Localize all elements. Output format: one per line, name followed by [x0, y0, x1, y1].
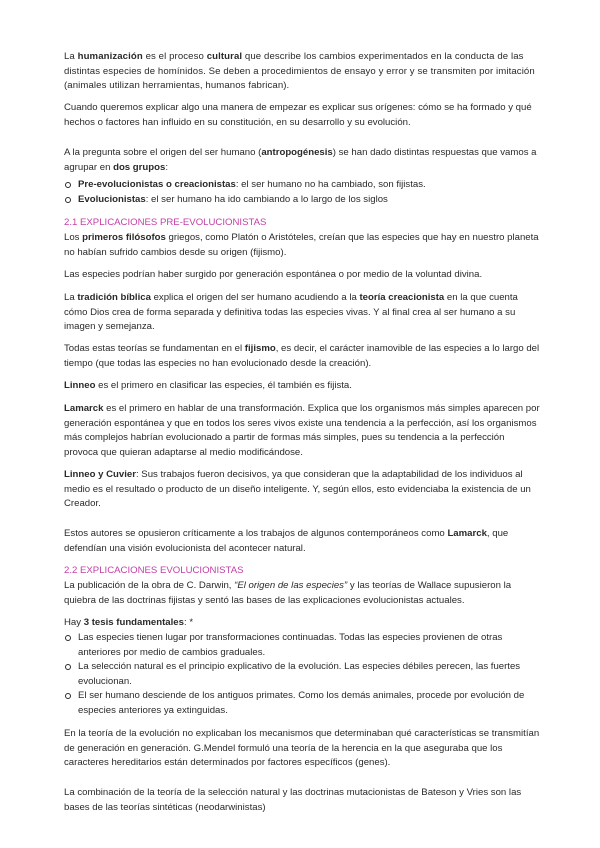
paragraph-mendel: En la teoría de la evolución no explicaban los mecanismos que determinaban qué características se transmitían de generación en generación. G.Mendel formuló una teoría de la herencia en la que aseguraba que los caracteres hereditarios están determinados por factores específicos (genes).	[64, 728, 540, 769]
list-item: Pre-evolucionistas o creacionistas: el ser humano no ha cambiado, son fijistas.	[64, 178, 540, 193]
paragraph-lamarck: Lamarck es el primero en hablar de una transformación. Explica que los organismos más simples aparecen por generación espontánea y que en todos los seres vivos existe una tendencia a la perfección, así los organismos más complejos habrían evolucionado a partir de formas más simples, pues su tendencia a la perfección provoca que quieran adaptarse al medio modificándose.	[64, 403, 540, 458]
paragraph-generacion-espontanea: Las especies podrían haber surgido por generación espontánea o por medio de la voluntad divina.	[64, 269, 483, 280]
paragraph-linneo-cuvier: Linneo y Cuvier: Sus trabajos fueron decisivos, ya que consideran que la adaptabilidad de los individuos al medio es el resultado o producto de un diseño inteligente. Y, según ellos, esto evidenciaba la existencia de un Creador.	[64, 469, 531, 510]
paragraph-antropogenesis: A la pregunta sobre el origen del ser humano (antropogénesis) se han dado distintas respuestas que vamos a agrupar en dos grupos:	[64, 147, 537, 173]
paragraph-autores: Estos autores se opusieron críticamente a los trabajos de algunos contemporáneos como Lamarck, que defendían una visión evolucionista del acontecer natural.	[64, 528, 509, 554]
paragraph-origenes: Cuando queremos explicar algo una manera de empezar es explicar sus orígenes: cómo se ha formado y qué hechos o factores han influido en su constitución, en su desarrollo y su evolución.	[64, 102, 532, 128]
paragraph-darwin: La publicación de la obra de C. Darwin, “El origen de las especies” y las teorías de Wallace supusieron la quiebra de las doctrinas fijistas y sentó las bases de las explicaciones evolucionistas actuales.	[64, 580, 512, 606]
section-heading-evolucionistas: 2.2 EXPLICACIONES EVOLUCIONISTAS	[64, 565, 244, 576]
paragraph-tesis-intro: Hay 3 tesis fundamentales: *	[64, 617, 194, 628]
list-item: Las especies tienen lugar por transformaciones continuadas. Todas las especies provienen de otras anteriores por medio de cambios graduales.	[64, 631, 540, 660]
paragraph-filosofos: Los primeros filósofos griegos, como Platón o Aristóteles, creían que las especies que hay en nuestro planeta no habían sufrido cambios desde su origen (fijismo).	[64, 232, 539, 258]
paragraph-neodarwinistas: La combinación de la teoría de la selección natural y las doctrinas mutacionistas de Bateson y Vries son las bases de las teorías sintéticas (neodarwinistas)	[64, 787, 522, 813]
tesis-list	[64, 631, 540, 719]
section-heading-pre-evolucionistas: 2.1 EXPLICACIONES PRE-EVOLUCIONISTAS	[64, 217, 267, 228]
list-item: La selección natural es el principio explicativo de la evolución. Las especies débiles perecen, las fuertes evolucionan.	[64, 660, 540, 689]
groups-list	[64, 178, 540, 207]
list-item: Evolucionistas: el ser humano ha ido cambiando a lo largo de los siglos	[64, 193, 540, 208]
paragraph-linneo: Linneo es el primero en clasificar las especies, él también es fijista.	[64, 380, 352, 391]
list-item: El ser humano desciende de los antiguos primates. Como los demás animales, procede por evolución de especies anteriores ya extinguidas.	[64, 689, 540, 718]
paragraph-fijismo: Todas estas teorías se fundamentan en el fijismo, es decir, el carácter inamovible de las especies a lo largo del tiempo (que todas las especies no han evolucionado desde la creación).	[64, 343, 540, 369]
paragraph-humanizacion: La humanización es el proceso cultural que describe los cambios experimentados en la conducta de las distintas especies de homínidos. Se deben a procedimientos de ensayo y error y se transmiten por imitación (animales utilizan herramientas, humanos fabrican).	[64, 51, 535, 92]
paragraph-tradicion-biblica: La tradición bíblica explica el origen del ser humano acudiendo a la teoría creacionista en la que cuenta cómo Dios crea de forma separada y definitiva todas las especies vivas. Y al final crea al ser humano a su imagen y semejanza.	[64, 292, 518, 333]
